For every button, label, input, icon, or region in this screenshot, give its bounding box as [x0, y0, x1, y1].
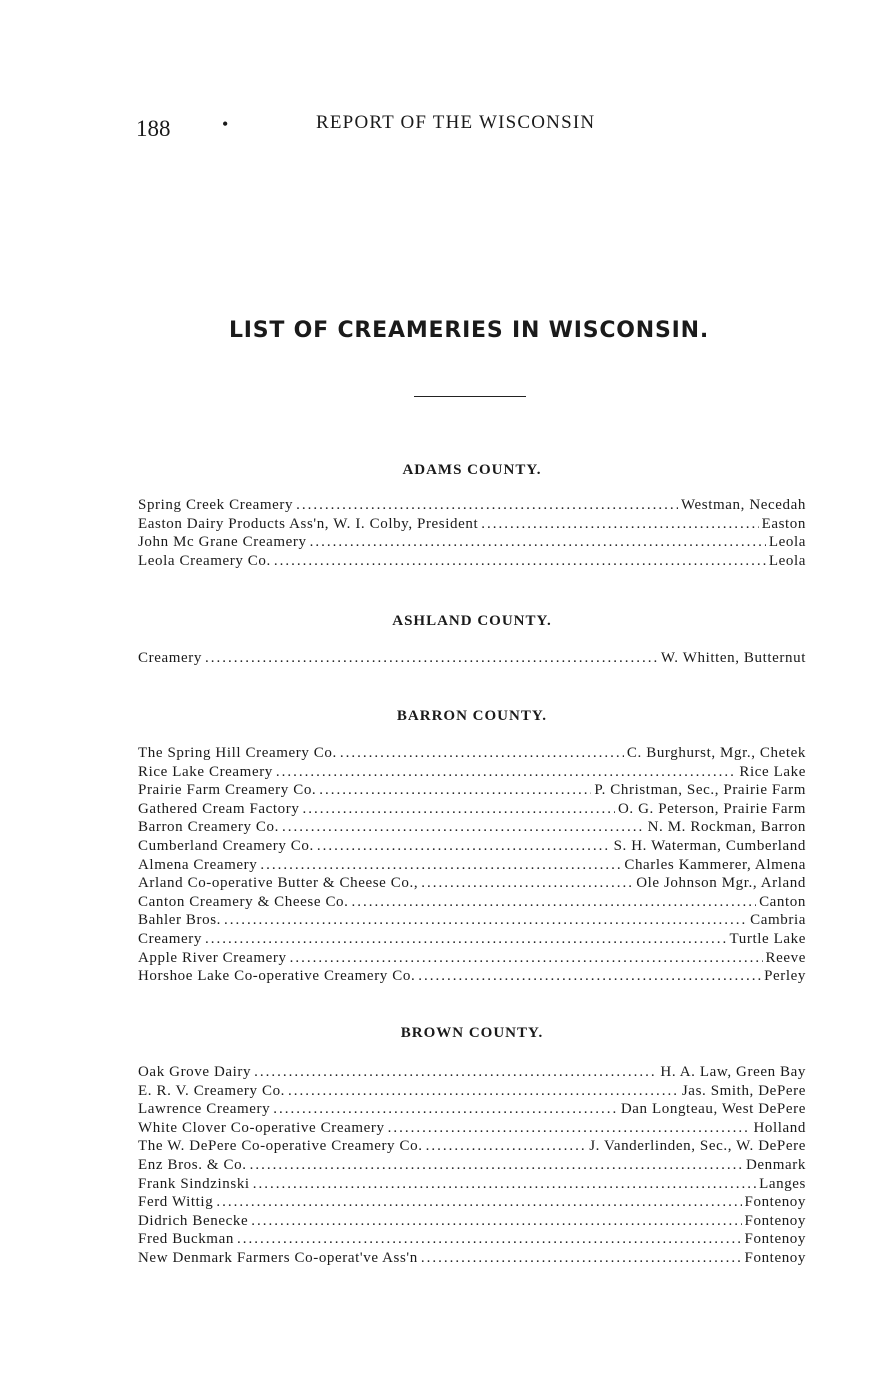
creamery-location: Turtle Lake — [729, 930, 806, 947]
creamery-location: Charles Kammerer, Almena — [624, 856, 806, 873]
dot-leader — [317, 837, 611, 856]
creamery-location: Leola — [768, 534, 806, 551]
list-item — [138, 744, 806, 763]
list-item — [138, 496, 806, 515]
list-item — [138, 800, 806, 819]
creamery-name: E. R. V. Creamery Co. — [138, 1082, 286, 1099]
creamery-name: Barron Creamery Co. — [138, 819, 279, 836]
creamery-name: Leola Creamery Co. — [138, 552, 271, 569]
creamery-name: Ferd Wittig — [138, 1194, 214, 1211]
creamery-location: H. A. Law, Green Bay — [660, 1064, 806, 1080]
list-item — [138, 1193, 806, 1212]
creamery-location: Holland — [753, 1119, 806, 1136]
dot-leader — [251, 1212, 741, 1231]
dot-leader — [250, 1156, 743, 1175]
list-item — [138, 856, 806, 875]
list-item — [138, 837, 806, 856]
creamery-name: New Denmark Farmers Co-operat've Ass'n — [138, 1249, 418, 1266]
creamery-name: Creamery — [138, 650, 202, 666]
dot-leader — [205, 930, 727, 949]
dot-leader — [216, 1193, 741, 1212]
list-item — [138, 874, 806, 893]
creamery-name: The Spring Hill Creamery Co. — [138, 745, 337, 761]
county-heading: BROWN COUNTY. — [400, 1025, 544, 1041]
list-item — [138, 930, 806, 949]
dot-leader — [302, 800, 614, 819]
creamery-location: Cambria — [750, 912, 806, 929]
creamery-name: White Clover Co-operative Creamery — [138, 1119, 385, 1136]
list-item — [138, 1137, 806, 1156]
dot-leader — [481, 515, 758, 534]
list-item — [138, 893, 806, 912]
creamery-location: Easton — [761, 515, 806, 532]
list-item — [138, 781, 806, 800]
list-item — [138, 1156, 806, 1175]
creamery-name: Gathered Cream Factory — [138, 800, 300, 817]
title-divider — [414, 396, 526, 397]
dot-leader — [296, 496, 678, 515]
creamery-name: Frank Sindzinski — [138, 1175, 250, 1192]
dot-leader — [274, 552, 766, 571]
creamery-name: Enz Bros. & Co. — [138, 1156, 247, 1173]
creamery-location: C. Burghurst, Mgr., Chetek — [626, 745, 806, 761]
dot-leader — [426, 1137, 587, 1156]
creamery-name: Rice Lake Creamery — [138, 763, 273, 780]
creamery-location: Dan Longteau, West DePere — [620, 1101, 806, 1118]
list-item — [138, 552, 806, 571]
creamery-name: Horshoe Lake Co-operative Creamery Co. — [138, 968, 416, 985]
creamery-name: Prairie Farm Creamery Co. — [138, 782, 317, 799]
creamery-location: Ole Johnson Mgr., Arland — [636, 875, 806, 892]
creamery-location: Jas. Smith, DePere — [681, 1082, 806, 1099]
creamery-name: Didrich Benecke — [138, 1212, 249, 1229]
page-number: 188 — [136, 116, 171, 141]
page-title: LIST OF CREAMERIES IN WISCONSIN. — [228, 318, 710, 343]
creamery-list — [138, 496, 806, 570]
dot-leader — [273, 1100, 618, 1119]
creamery-list — [138, 649, 806, 668]
list-item — [138, 1063, 806, 1082]
list-item — [138, 763, 806, 782]
creamery-list — [138, 1063, 806, 1268]
creamery-location: J. Vanderlinden, Sec., W. DePere — [589, 1138, 806, 1155]
dot-leader — [421, 874, 633, 893]
list-item — [138, 911, 806, 930]
creamery-location: Denmark — [745, 1156, 806, 1173]
list-item — [138, 1119, 806, 1138]
creamery-name: Almena Creamery — [138, 856, 258, 873]
county-heading: ADAMS COUNTY. — [402, 462, 542, 478]
dot-leader — [260, 856, 621, 875]
dot-leader — [282, 818, 645, 837]
county-heading: BARRON COUNTY. — [396, 708, 548, 724]
list-item — [138, 949, 806, 968]
dot-leader — [340, 744, 624, 763]
dot-leader — [310, 533, 766, 552]
creamery-location: Reeve — [765, 949, 806, 966]
creamery-location: Westman, Necedah — [680, 497, 806, 513]
list-item — [138, 818, 806, 837]
creamery-location: N. M. Rockman, Barron — [647, 819, 806, 836]
county-section-ashland — [138, 611, 806, 668]
list-item — [138, 533, 806, 552]
creamery-location: P. Christman, Sec., Prairie Farm — [594, 782, 806, 799]
list-item — [138, 515, 806, 534]
creamery-location: Canton — [759, 893, 806, 910]
creamery-location: S. H. Waterman, Cumberland — [613, 837, 806, 854]
creamery-location: Leola — [768, 552, 806, 569]
creamery-name: Oak Grove Dairy — [138, 1064, 252, 1080]
creamery-name: Bahler Bros. — [138, 912, 222, 929]
running-header — [136, 112, 806, 142]
creamery-location: Fontenoy — [744, 1231, 806, 1248]
creamery-name: Easton Dairy Products Ass'n, W. I. Colby, President — [138, 515, 479, 532]
creamery-location: O. G. Peterson, Prairie Farm — [617, 800, 806, 817]
dot-leader — [352, 893, 757, 912]
list-item — [138, 967, 806, 986]
dot-leader — [290, 949, 763, 968]
dot-leader — [388, 1119, 751, 1138]
dot-leader — [254, 1063, 657, 1082]
creamery-name: John Mc Grane Creamery — [138, 534, 307, 551]
dot-leader — [237, 1230, 742, 1249]
running-title: REPORT OF THE WISCONSIN — [316, 112, 596, 133]
creamery-name: Apple River Creamery — [138, 949, 287, 966]
creamery-location: Perley — [764, 968, 806, 985]
creamery-location: W. Whitten, Butternut — [660, 650, 806, 666]
list-item — [138, 649, 806, 668]
creamery-location: Fontenoy — [744, 1249, 806, 1266]
dot-leader — [276, 763, 736, 782]
county-section-adams — [138, 460, 806, 570]
dot-leader — [288, 1082, 679, 1101]
dot-leader — [224, 911, 747, 930]
list-item — [138, 1082, 806, 1101]
creamery-location: Fontenoy — [744, 1194, 806, 1211]
list-item — [138, 1100, 806, 1119]
creamery-name: Cumberland Creamery Co. — [138, 837, 314, 854]
dot-leader — [319, 781, 591, 800]
list-item — [138, 1175, 806, 1194]
dot-leader — [418, 967, 761, 986]
header-dot: • — [222, 114, 229, 134]
creamery-name: Spring Creek Creamery — [138, 497, 294, 513]
creamery-name: Creamery — [138, 930, 202, 947]
creamery-name: Fred Buckman — [138, 1231, 234, 1248]
county-section-barron — [138, 706, 806, 986]
dot-leader — [253, 1175, 756, 1194]
creamery-location: Rice Lake — [739, 763, 806, 780]
creamery-location: Fontenoy — [744, 1212, 806, 1229]
creamery-list — [138, 744, 806, 986]
creamery-name: Arland Co-operative Butter & Cheese Co., — [138, 875, 419, 892]
list-item — [138, 1212, 806, 1231]
creamery-location: Langes — [759, 1175, 806, 1192]
creamery-name: Lawrence Creamery — [138, 1101, 271, 1118]
creamery-name: The W. DePere Co-operative Creamery Co. — [138, 1138, 423, 1155]
dot-leader — [421, 1249, 742, 1268]
list-item — [138, 1230, 806, 1249]
county-section-brown — [138, 1023, 806, 1268]
dot-leader — [205, 649, 658, 668]
county-heading: ASHLAND COUNTY. — [392, 613, 552, 629]
creamery-name: Canton Creamery & Cheese Co. — [138, 893, 349, 910]
list-item — [138, 1249, 806, 1268]
